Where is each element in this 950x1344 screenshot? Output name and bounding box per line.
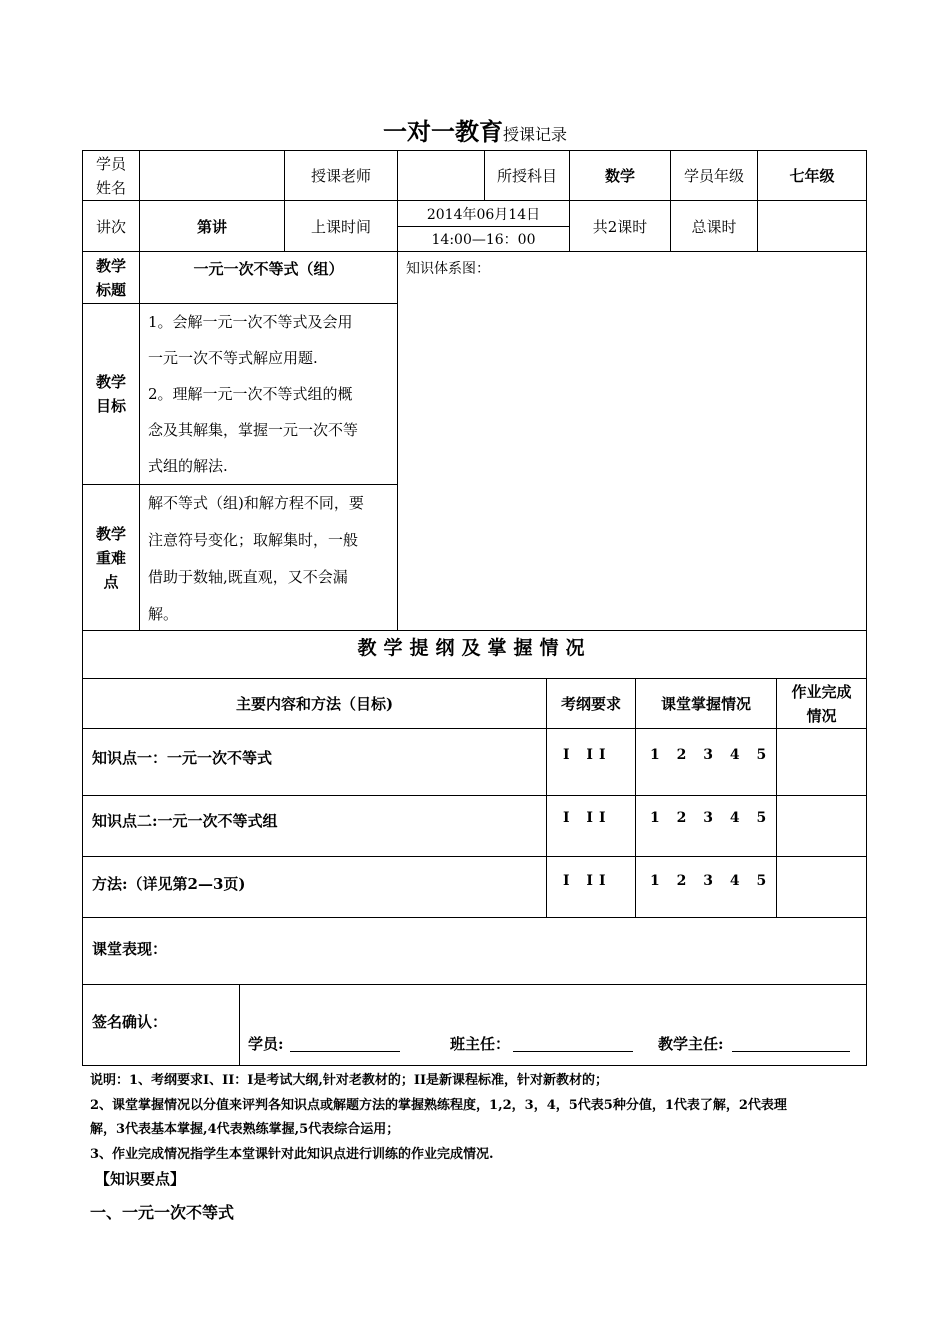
teacher-label: 授课老师 xyxy=(284,150,398,201)
signature-label: 签名确认： xyxy=(82,984,240,1066)
outline-row-homework[interactable] xyxy=(776,795,867,857)
outline-row-mastery[interactable]: 1 2 3 4 5 xyxy=(635,795,777,857)
grade-value: 七年级 xyxy=(757,150,867,201)
part-one-heading: 一、一元一次不等式 xyxy=(90,1203,235,1222)
goal-line: 一元一次不等式解应用题. xyxy=(148,349,318,367)
col-content-header: 主要内容和方法（目标) xyxy=(82,678,547,729)
goal-line: 式组的解法. xyxy=(148,457,228,475)
head-teacher-sign-line[interactable] xyxy=(513,1051,633,1052)
col-mastery-header: 课堂掌握情况 xyxy=(635,678,777,729)
student-name-label: 学员姓名 xyxy=(82,150,140,201)
title-suffix: 授课记录 xyxy=(502,125,567,144)
outline-row-requirement[interactable]: I II xyxy=(546,728,636,796)
student-name-value[interactable] xyxy=(139,150,285,201)
time-label: 上课时间 xyxy=(284,200,398,252)
outline-row-mastery[interactable]: 1 2 3 4 5 xyxy=(635,856,777,918)
director-sign-label: 教学主任: xyxy=(658,1035,724,1053)
outline-row-homework[interactable] xyxy=(776,728,867,796)
performance-row[interactable] xyxy=(82,917,867,985)
total-hours-value[interactable] xyxy=(757,200,867,252)
director-sign-line[interactable] xyxy=(732,1051,850,1052)
outline-heading: 教学提纲及掌握情况 xyxy=(82,630,867,679)
outline-row-requirement[interactable]: I II xyxy=(546,856,636,918)
student-sign-label: 学员: xyxy=(248,1035,284,1053)
topic-value: 一元一次不等式（组） xyxy=(139,251,398,304)
teacher-value[interactable] xyxy=(397,150,485,201)
page-title xyxy=(0,112,950,147)
key-line: 借助于数轴,既直观，又不会漏 xyxy=(148,568,348,586)
outline-row-requirement[interactable]: I II xyxy=(546,795,636,857)
total-hours-label: 总课时 xyxy=(670,200,758,252)
key-line: 解。 xyxy=(148,605,179,623)
subject-label: 所授科目 xyxy=(484,150,570,201)
knowledge-points-heading: 【知识要点】 xyxy=(95,1170,186,1188)
goal-text xyxy=(139,303,398,485)
outline-row-homework[interactable] xyxy=(776,856,867,918)
knowledge-map xyxy=(397,251,867,631)
subject-value: 数学 xyxy=(569,150,671,201)
head-teacher-sign-label: 班主任： xyxy=(450,1035,511,1053)
note-line: 解，3代表基本掌握,4代表熟练掌握,5代表综合运用； xyxy=(90,1122,400,1137)
time-value: 14:00—16：00 xyxy=(397,226,570,252)
date-value: 2014年06月14日 xyxy=(397,200,570,227)
hours-value: 共2课时 xyxy=(569,200,671,252)
session-value: 第讲 xyxy=(139,200,285,252)
note-line: 2、课堂掌握情况以分值来评判各知识点或解题方法的掌握熟练程度，1,2，3，4，5代表5种分值，1代表了解，2代表理 xyxy=(90,1098,787,1113)
outline-row-mastery[interactable]: 1 2 3 4 5 xyxy=(635,728,777,796)
key-line: 注意符号变化；取解集时，一般 xyxy=(148,531,359,549)
goal-line: 2。理解一元一次不等式组的概 xyxy=(148,385,353,403)
student-sign-line[interactable] xyxy=(290,1051,400,1052)
grade-label: 学员年级 xyxy=(670,150,758,201)
knowledge-map-label: 知识体系图： xyxy=(406,261,490,277)
title-main: 一对一教育 xyxy=(382,117,503,146)
goal-line: 念及其解集，掌握一元一次不等 xyxy=(148,421,359,439)
outline-row-content: 知识点一：一元一次不等式 xyxy=(82,728,547,796)
session-label: 讲次 xyxy=(82,200,140,252)
signature-area xyxy=(239,984,867,1066)
note-line: 3、作业完成情况指学生本堂课针对此知识点进行训练的作业完成情况. xyxy=(90,1147,494,1162)
note-line: 说明：1、考纲要求I、II：I是考试大纲,针对老教材的；II是新课程标准，针对新教材的； xyxy=(90,1073,609,1088)
topic-label: 教学标题 xyxy=(82,251,140,304)
key-label: 教学重难点 xyxy=(82,484,140,631)
outline-row-content: 知识点二:一元一次不等式组 xyxy=(82,795,547,857)
col-requirement-header: 考纲要求 xyxy=(546,678,636,729)
col-homework-header: 作业完成情况 xyxy=(776,678,867,729)
performance-label: 课堂表现： xyxy=(92,940,168,958)
goal-line: 1。会解一元一次不等式及会用 xyxy=(148,313,353,331)
goal-label: 教学目标 xyxy=(82,303,140,485)
key-text xyxy=(139,484,398,631)
outline-row-content: 方法:（详见第2—3页) xyxy=(82,856,547,918)
key-line: 解不等式（组)和解方程不同，要 xyxy=(148,494,364,512)
